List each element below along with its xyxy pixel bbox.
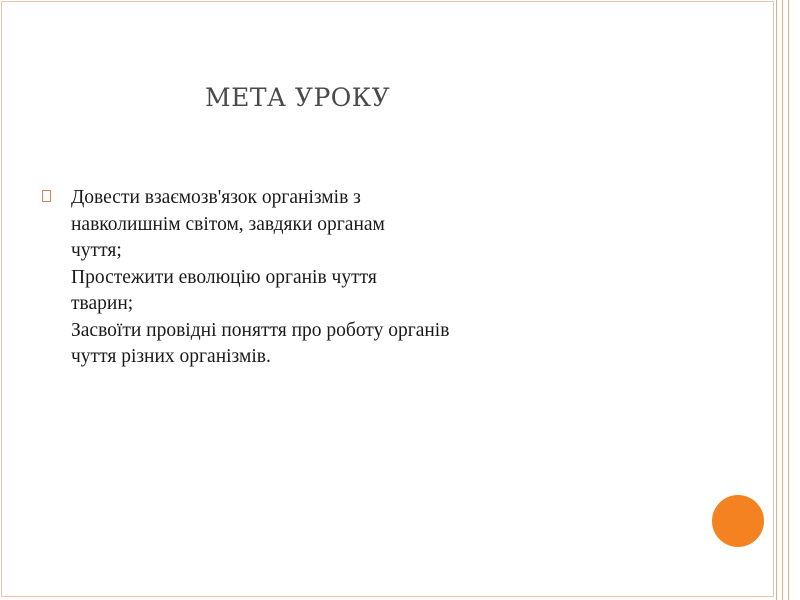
body-line: чуття; <box>71 240 122 261</box>
right-border-line <box>788 0 789 600</box>
body-line: Засвоїти провідні поняття про роботу органів <box>71 319 450 341</box>
slide-title: МЕТА УРОКУ <box>205 83 391 112</box>
body-line: Довести взаємозв'язок організмів з <box>71 187 361 208</box>
body-line: тварин; <box>71 293 134 314</box>
slide-body <box>71 185 449 371</box>
bullet-square-icon <box>42 190 51 202</box>
body-line: навколишнім світом, завдяки органам <box>71 213 385 235</box>
right-border-line <box>776 0 777 600</box>
body-line: Простежити еволюцію органів чуття <box>71 266 377 288</box>
orange-circle-decoration <box>712 495 764 547</box>
right-border-line <box>782 0 783 600</box>
body-line: чуття різних організмів. <box>71 346 271 367</box>
